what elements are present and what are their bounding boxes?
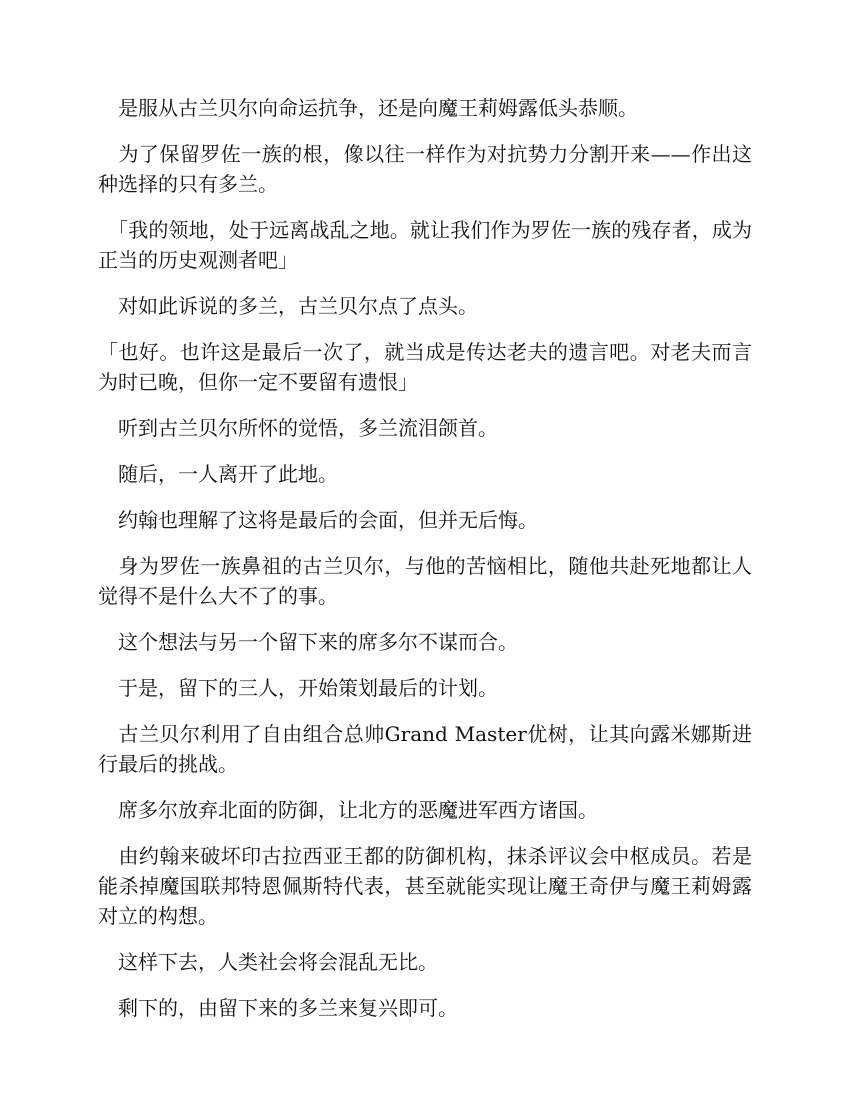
paragraph: 对如此诉说的多兰，古兰贝尔点了点头。	[98, 294, 478, 318]
paragraph: 这样下去，人类社会将会混乱无比。	[98, 950, 438, 974]
paragraph: 古兰贝尔利用了自由组合总帅Grand Master优树，让其向露米娜斯进行最后的挑战。	[98, 722, 752, 776]
paragraph: 剩下的，由留下来的多兰来复兴即可。	[98, 996, 458, 1020]
paragraph: 这个想法与另一个留下来的席多尔不谋而合。	[98, 630, 518, 654]
paragraph: 于是，留下的三人，开始策划最后的计划。	[98, 676, 498, 700]
paragraph: 随后，一人离开了此地。	[98, 462, 338, 486]
paragraph: 由约翰来破坏印古拉西亚王都的防御机构，抹杀评议会中枢成员。若是能杀掉魔国联邦特恩佩斯特代表，甚至就能实现让魔王奇伊与魔王莉姆露对立的构想。	[98, 844, 752, 928]
paragraph: 席多尔放弃北面的防御，让北方的恶魔进军西方诸国。	[98, 798, 598, 822]
document-page	[98, 93, 752, 1039]
paragraph: 是服从古兰贝尔向命运抗争，还是向魔王莉姆露低头恭顺。	[98, 96, 638, 120]
paragraph: 为了保留罗佐一族的根，像以往一样作为对抗势力分割开来——作出这种选择的只有多兰。	[98, 142, 752, 196]
paragraph: 身为罗佐一族鼻祖的古兰贝尔，与他的苦恼相比，随他共赴死地都让人觉得不是什么大不了的事。	[98, 554, 752, 608]
paragraph: 「也好。也许这是最后一次了，就当成是传达老夫的遗言吧。对老夫而言为时已晚，但你一定不要留有遗恨」	[98, 340, 752, 394]
paragraph: 听到古兰贝尔所怀的觉悟，多兰流泪颌首。	[98, 416, 498, 440]
paragraph: 约翰也理解了这将是最后的会面，但并无后悔。	[98, 508, 538, 532]
paragraph: 「我的领地，处于远离战乱之地。就让我们作为罗佐一族的残存者，成为正当的历史观测者吧」	[98, 218, 752, 272]
